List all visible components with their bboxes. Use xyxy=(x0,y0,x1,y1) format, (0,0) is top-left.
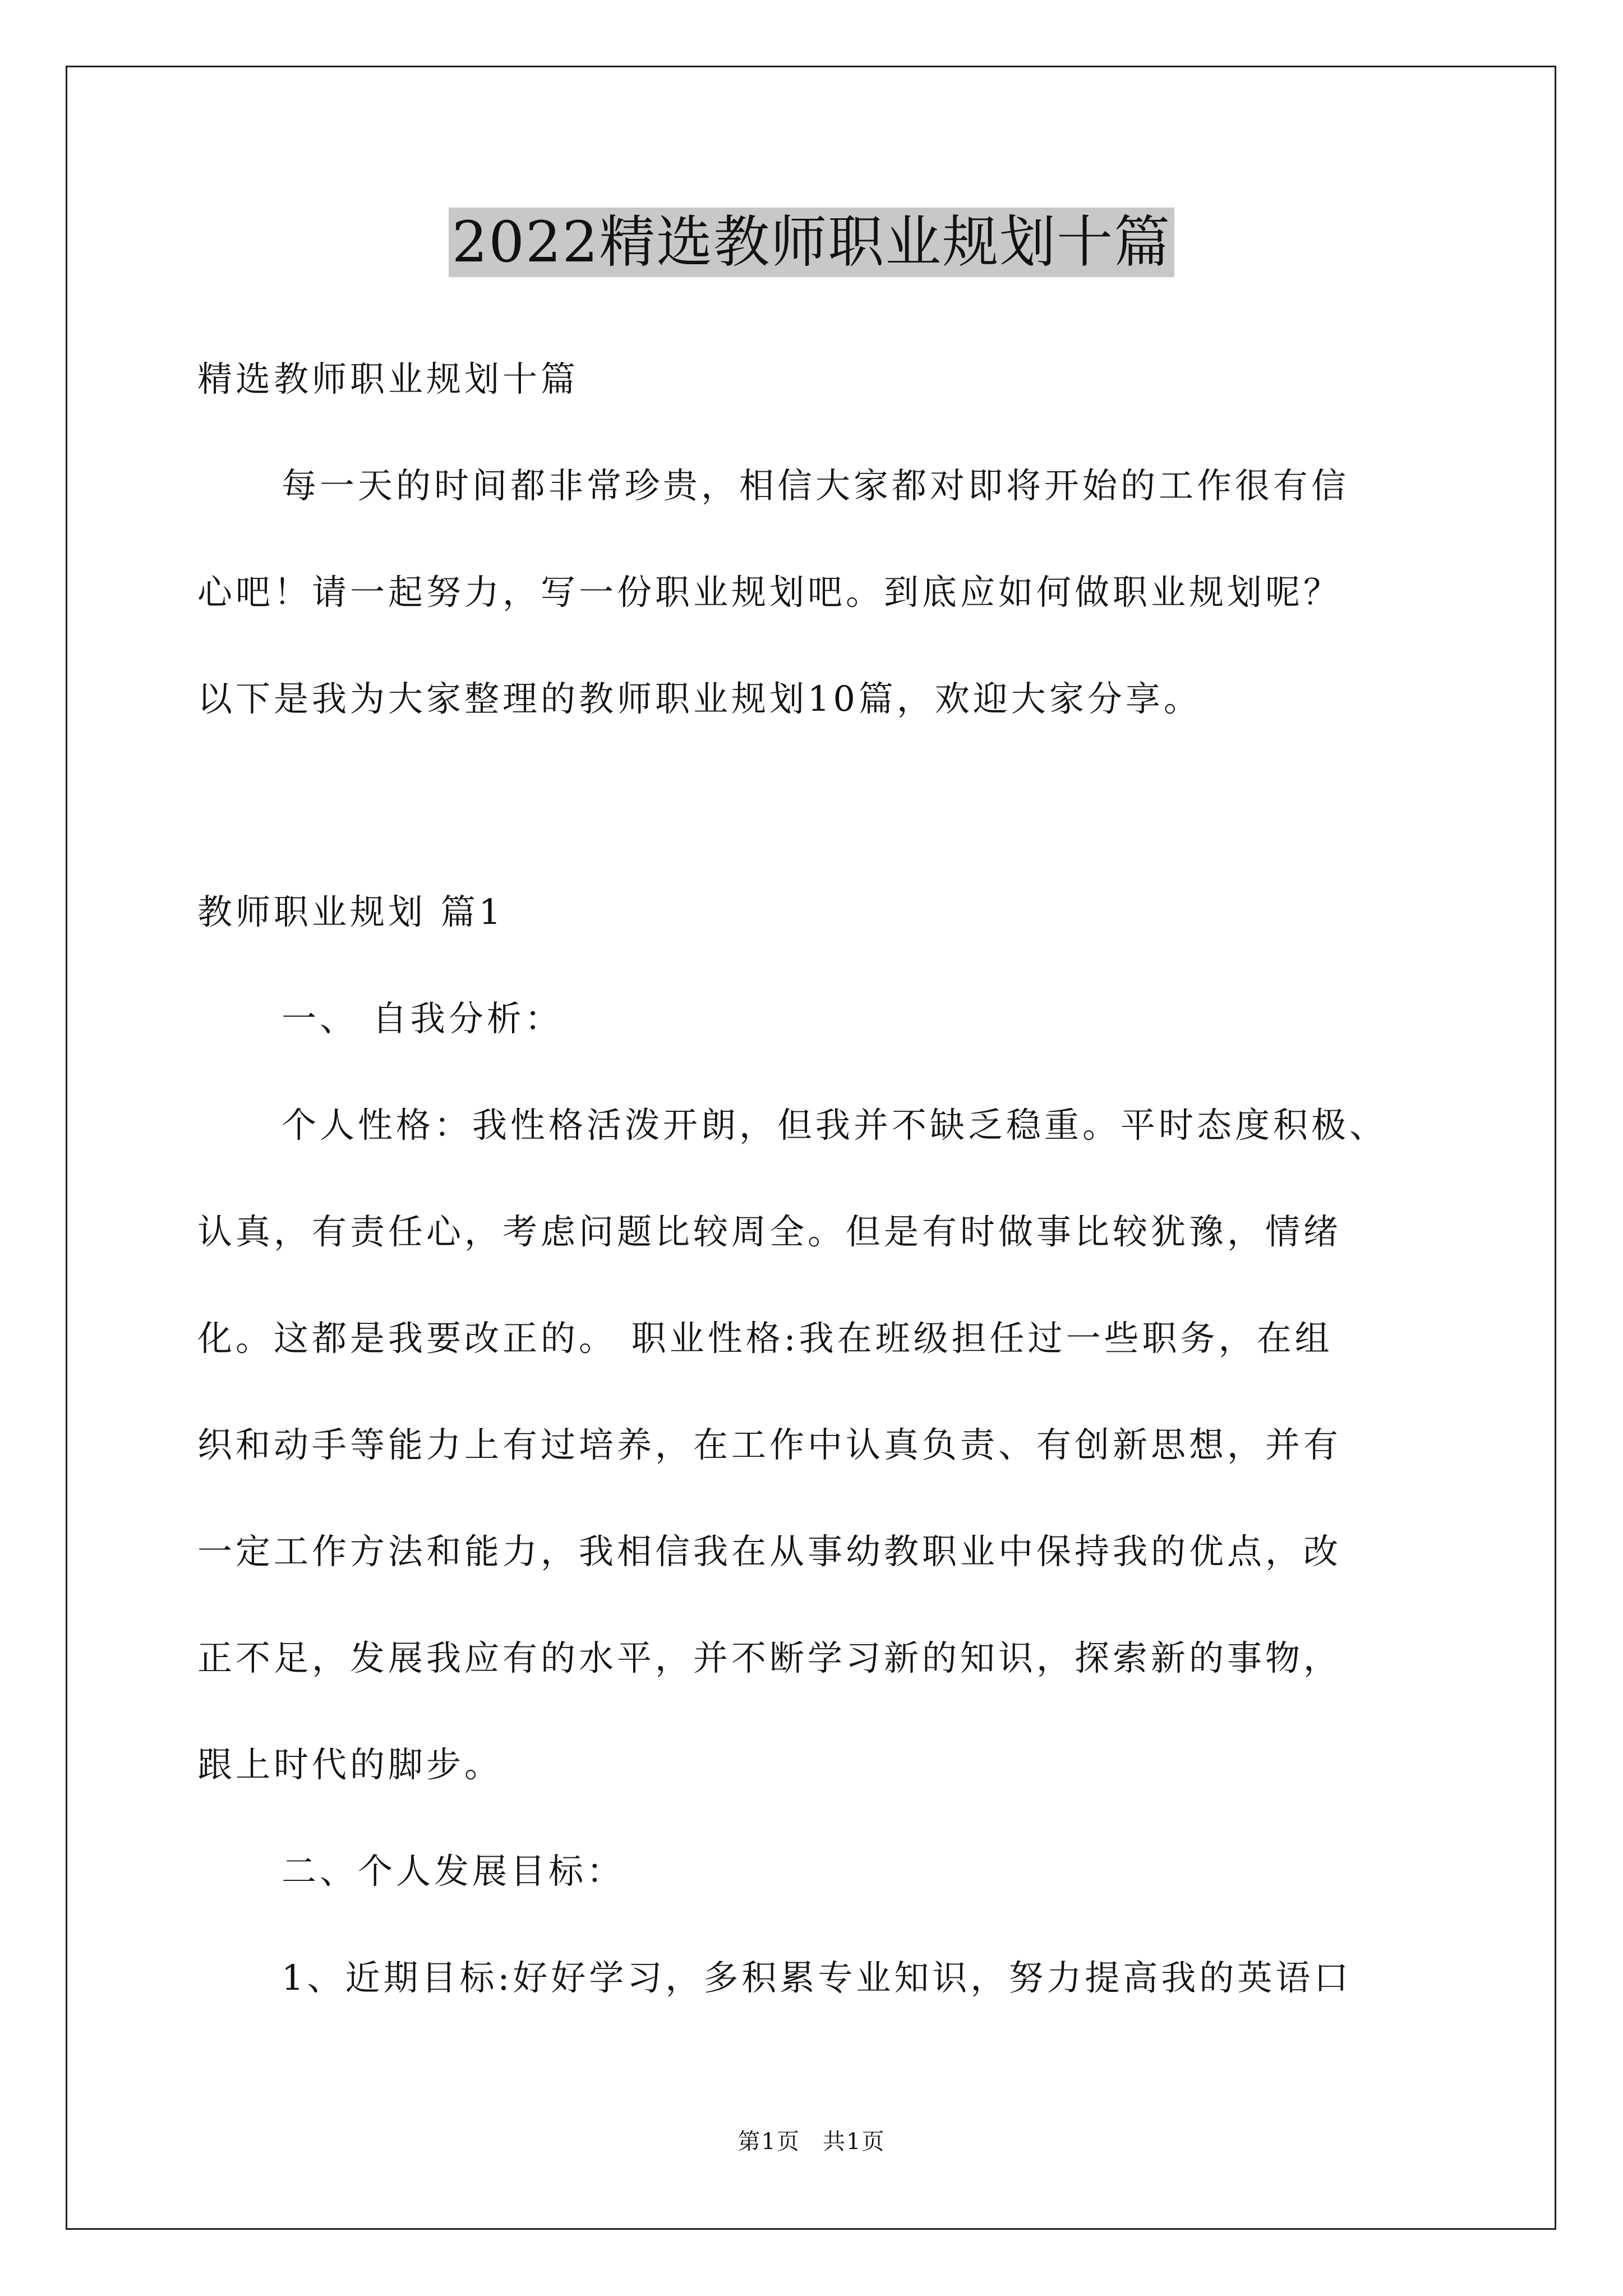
self-analysis-line-3: 化。这都是我要改正的。 职业性格:我在班级担任过一些职务，在组 xyxy=(197,1318,1333,1359)
document-subtitle: 精选教师职业规划十篇 xyxy=(197,358,579,399)
goal-1-line: 1、近期目标:好好学习，多积累专业知识，努力提高我的英语口 xyxy=(282,1957,1352,1998)
goals-heading: 二、个人发展目标： xyxy=(282,1851,625,1892)
self-analysis-line-5: 一定工作方法和能力，我相信我在从事幼教职业中保持我的优点，改 xyxy=(197,1531,1342,1572)
self-analysis-line-6: 正不足，发展我应有的水平，并不断学习新的知识，探索新的事物， xyxy=(197,1637,1342,1678)
self-analysis-line-1: 个人性格：我性格活泼开朗，但我并不缺乏稳重。平时态度积极、 xyxy=(282,1105,1388,1145)
intro-line-1: 每一天的时间都非常珍贵，相信大家都对即将开始的工作很有信 xyxy=(282,465,1350,506)
page-number: 第1页 xyxy=(737,2129,800,2155)
page-footer xyxy=(0,2128,1623,2156)
intro-line-2: 心吧！请一起努力，写一份职业规划吧。到底应如何做职业规划呢？ xyxy=(197,572,1342,613)
self-analysis-line-2: 认真，有责任心，考虑问题比较周全。但是有时做事比较犹豫，情绪 xyxy=(197,1211,1342,1252)
page-total: 共1页 xyxy=(823,2129,886,2155)
document-title: 2022精选教师职业规划十篇 xyxy=(449,208,1175,277)
self-analysis-line-7: 跟上时代的脚步。 xyxy=(197,1744,503,1785)
self-analysis-heading: 一、 自我分析： xyxy=(282,998,563,1039)
section-heading: 教师职业规划 篇1 xyxy=(197,891,505,932)
title-wrap xyxy=(0,208,1623,277)
intro-line-3: 以下是我为大家整理的教师职业规划10篇，欢迎大家分享。 xyxy=(197,678,1202,719)
self-analysis-line-4: 织和动手等能力上有过培养，在工作中认真负责、有创新思想，并有 xyxy=(197,1424,1342,1465)
